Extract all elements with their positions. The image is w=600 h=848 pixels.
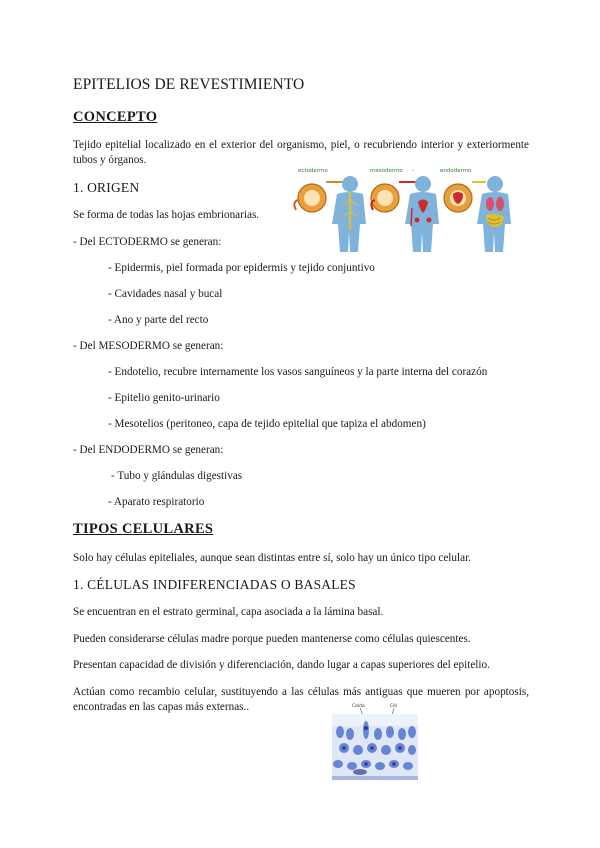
- basal-cells-micrograph: [332, 700, 418, 780]
- figure-label-mesodermo: mesodermo: [370, 168, 403, 174]
- micrograph-label: Celda: [352, 704, 365, 709]
- mesodermo-label: - Del MESODERMO se generan:: [73, 340, 224, 352]
- ectodermo-label: - Del ECTODERMO se generan:: [73, 236, 222, 248]
- concepto-heading: CONCEPTO: [73, 109, 158, 125]
- basales-paragraph: Actúan como recambio celular, sustituyendo a las células más antiguas que mueren por apoptosis, encontradas en las capas más externas..: [73, 686, 529, 713]
- embryo-layers-figure: [290, 160, 520, 255]
- basales-paragraph: Pueden considerarse células madre porque pueden mantenerse como células quiescentes.: [73, 633, 471, 645]
- endodermo-label: - Del ENDODERMO se generan:: [73, 444, 224, 456]
- page-title: EPITELIOS DE REVESTIMIENTO: [73, 76, 305, 93]
- mesodermo-panel: [371, 176, 439, 252]
- tipos-heading: TIPOS CELULARES: [73, 521, 214, 537]
- origen-intro: Se forma de todas las hojas embrionarias.: [73, 209, 260, 221]
- basales-paragraph: Se encuentran en el estrato germinal, capa asociada a la lámina basal.: [73, 606, 384, 618]
- mesodermo-item: - Endotelio, recubre internamente los vasos sanguíneos y la parte interna del corazón: [108, 366, 488, 378]
- mesodermo-item: - Mesotelios (peritoneo, capa de tejido epitelial que tapiza el abdomen): [108, 418, 426, 430]
- ectodermo-item: - Ano y parte del recto: [108, 314, 209, 326]
- figure-label-ectodermo: ectodermo: [298, 168, 328, 174]
- figure-label-endodermo: endodermo: [440, 168, 472, 174]
- endodermo-panel: [444, 176, 511, 252]
- micrograph-label: Cél: [390, 704, 398, 709]
- ectodermo-item: - Cavidades nasal y bucal: [108, 288, 223, 300]
- tipos-intro: Solo hay células epiteliales, aunque sean distintas entre sí, solo hay un único tipo celular.: [73, 552, 471, 564]
- ectodermo-item: - Epidermis, piel formada por epidermis y tejido conjuntivo: [108, 262, 375, 274]
- endodermo-item: - Aparato respiratorio: [108, 496, 205, 508]
- ectodermo-panel: [294, 176, 366, 252]
- mesodermo-item: - Epitelio genito-urinario: [108, 392, 220, 404]
- endodermo-item: - Tubo y glándulas digestivas: [111, 470, 243, 482]
- origen-heading: 1. ORIGEN: [73, 180, 140, 195]
- concepto-text: Tejido epitelial localizado en el exterior del organismo, piel, o recubriendo interior y exteriormente tubos y órganos.: [73, 139, 529, 166]
- basales-heading: 1. CÉLULAS INDIFERENCIADAS O BASALES: [73, 577, 356, 592]
- basales-paragraph: Presentan capacidad de división y diferenciación, dando lugar a capas superiores del epitelio.: [73, 659, 490, 671]
- figure-label-dash: -: [412, 168, 414, 174]
